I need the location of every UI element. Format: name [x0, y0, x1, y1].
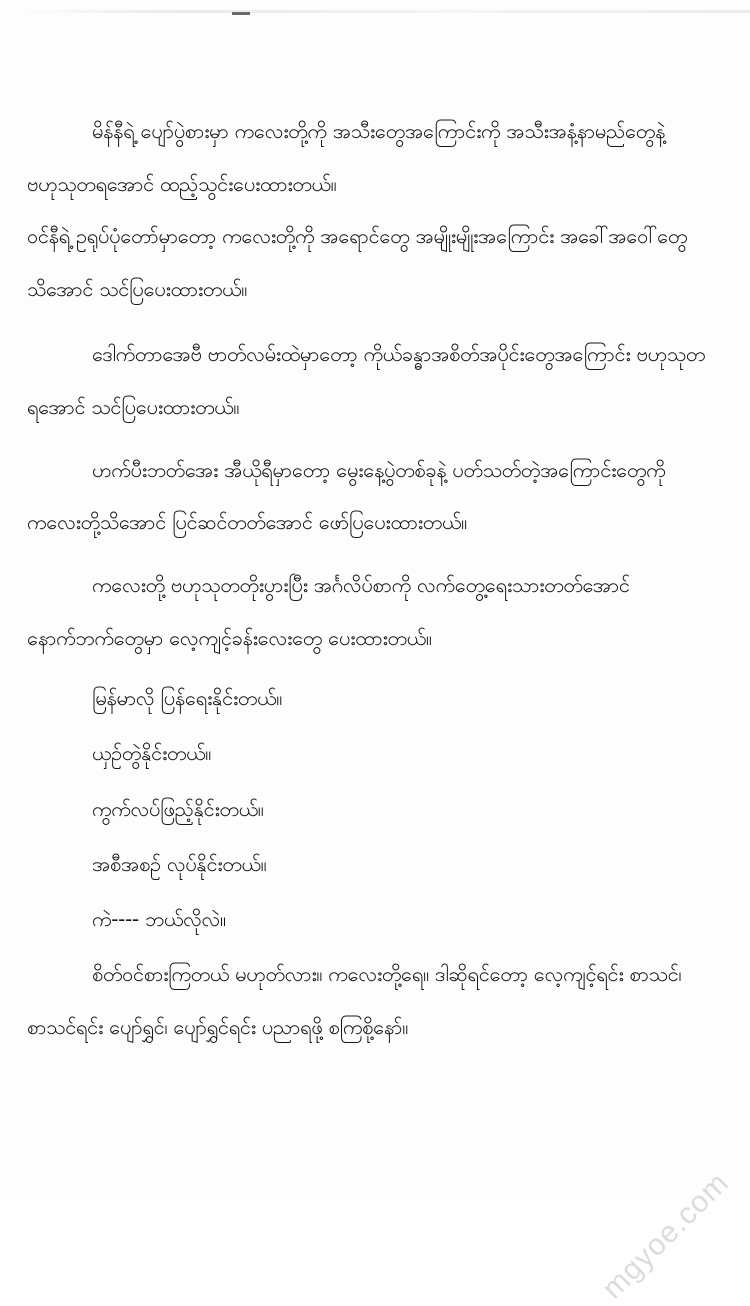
text-line-14: အစီအစဉ် လုပ်နိုင်းတယ်။: [92, 852, 267, 876]
text-line-8: ကလေးတို့သိအောင် ပြင်ဆင်တတ်အောင် ဖော်ပြပေးထားတယ်။: [27, 510, 467, 534]
text-line-15: ကဲ---- ဘယ်လိုလဲ။: [92, 907, 226, 931]
text-line-6: ရအောင် သင်ပြပေးထားတယ်။: [27, 395, 240, 419]
text-line-13: ကွက်လပ်ဖြည့်နိုင်းတယ်။: [92, 797, 264, 821]
text-line-4: သိအောင် သင်ပြပေးထားတယ်။: [27, 277, 247, 301]
text-line-5: ဒေါက်တာအေဗီ ဗာတ်လမ်းထဲမှာတော့ ကိုယ်ခန္ဓာအစိတ်အပိုင်းတွေအကြောင်း ဗဟုသုတ: [92, 342, 706, 366]
text-line-1: မိန်နီရဲ့ ပျော်ပွဲစားမှာ ကလေးတို့ကို အသီးတွေအကြောင်းကို အသီးအနံ့နာမည်တွေနဲ့: [92, 119, 666, 143]
text-line-7: ဟက်ပီးဘတ်အေး အီယိုရီမှာတော့ မွေးနေ့ပွဲတစ်ခုနဲ့ ပတ်သတ်တဲ့အကြောင်းတွေကို: [92, 458, 666, 482]
text-line-9: ကလေးတို့ ဗဟုသုတတိုးပွားပြီး အင်္ဂလိပ်စာကို လက်တွေ့ရေးသားတတ်အောင်: [92, 573, 630, 597]
text-line-16: စိတ်ဝင်စားကြတယ် မဟုတ်လား။ ကလေးတို့ရေ။ ဒါဆိုရင်တော့ လေ့ကျင့်ရင်း စာသင်၊: [92, 962, 682, 986]
text-line-2: ဗဟုသုတရအောင် ထည့်သွင်းပေးထားတယ်။: [27, 172, 337, 196]
text-line-3: ဝင်နီရဲ့ ဥရုပ်ပုံတော်မှာတော့ ကလေးတို့ကို အရောင်တွေ အမျိုးမျိုးအကြောင်း အခေါ်အဝေါ်တွေ: [27, 224, 688, 248]
text-line-12: ယှဉ်တွဲနိုင်းတယ်။: [92, 741, 212, 765]
text-line-10: နောက်ဘက်တွေမှာ လေ့ကျင့်ခန်းလေးတွေ ပေးထားတယ်။: [27, 626, 432, 650]
watermark: mgyoe.com: [595, 1165, 736, 1306]
text-line-11: မြန်မာလို ပြန်ရေးနိုင်းတယ်။: [92, 686, 282, 710]
text-line-17: စာသင်ရင်း ပျော်ရွှင်၊ ပျော်ရွှင်ရင်း ပညာရဖို့ စကြစို့နော်။: [27, 1015, 408, 1039]
